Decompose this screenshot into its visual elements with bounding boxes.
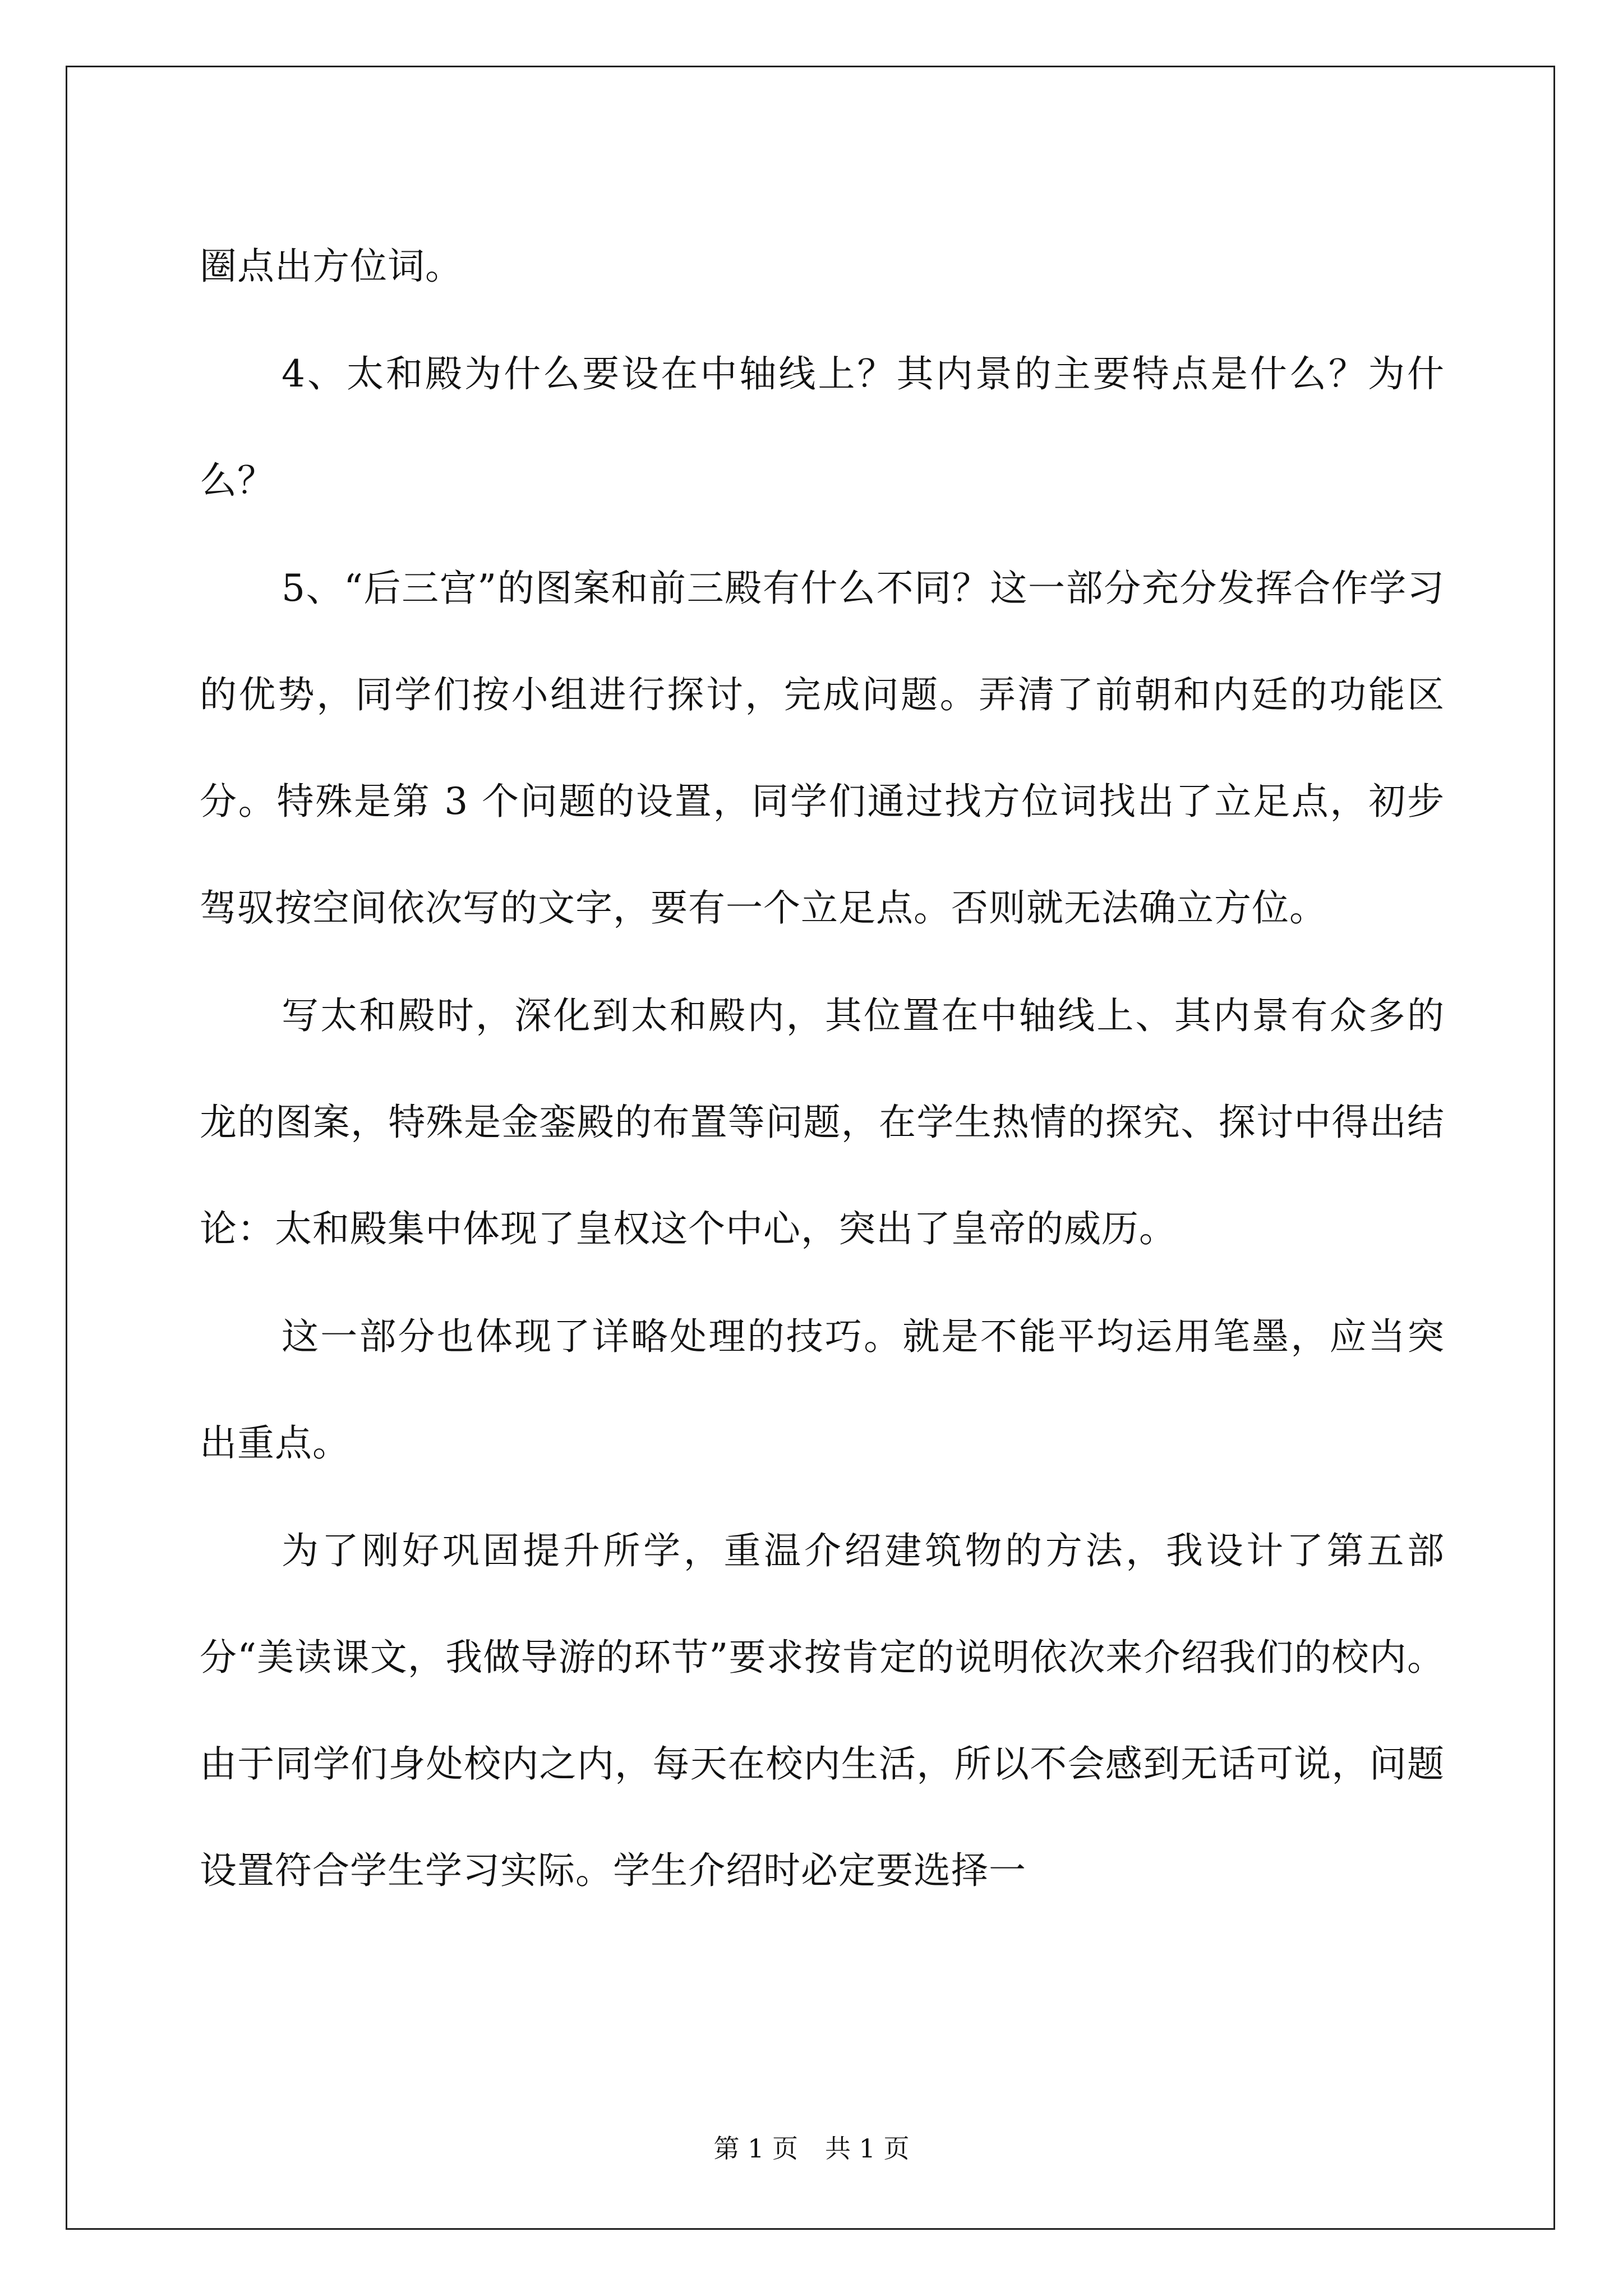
document-body	[200, 213, 1445, 1925]
paragraph-1: 圈点出方位词。	[200, 245, 463, 288]
paragraph-2: 4、太和殿为什么要设在中轴线上？其内景的主要特点是什么？为什么？	[200, 352, 1445, 502]
page-total: 共 1 页	[825, 2133, 910, 2164]
paragraph-6: 为了刚好巩固提升所学，重温介绍建筑物的方法，我设计了第五部分“美读课文，我做导游的环节”要求按肯定的说明依次来介绍我们的校内。由于同学们身处校内之内，每天在校内生活，所以不会感到无话可说，问题设置符合学生学习实际。学生介绍时必定要选择一	[200, 1529, 1445, 1892]
paragraph-3: 5、“后三宫”的图案和前三殿有什么不同？这一部分充分发挥合作学习的优势，同学们按小组进行探讨，完成问题。弄清了前朝和内廷的功能区分。特殊是第 3 个问题的设置，同学们通过找方位词找出了立足点，初步驾驭按空间依次写的文字，要有一个立足点。否则就无法确立方位。	[200, 567, 1445, 930]
paragraph-5: 这一部分也体现了详略处理的技巧。就是不能平均运用笔墨，应当突出重点。	[200, 1315, 1445, 1465]
page-number: 第 1 页	[713, 2133, 798, 2164]
page-footer	[0, 2132, 1623, 2165]
paragraph-4: 写太和殿时，深化到太和殿内，其位置在中轴线上、其内景有众多的龙的图案，特殊是金銮殿的布置等问题，在学生热情的探究、探讨中得出结论：太和殿集中体现了皇权这个中心，突出了皇帝的威历。	[200, 994, 1445, 1250]
